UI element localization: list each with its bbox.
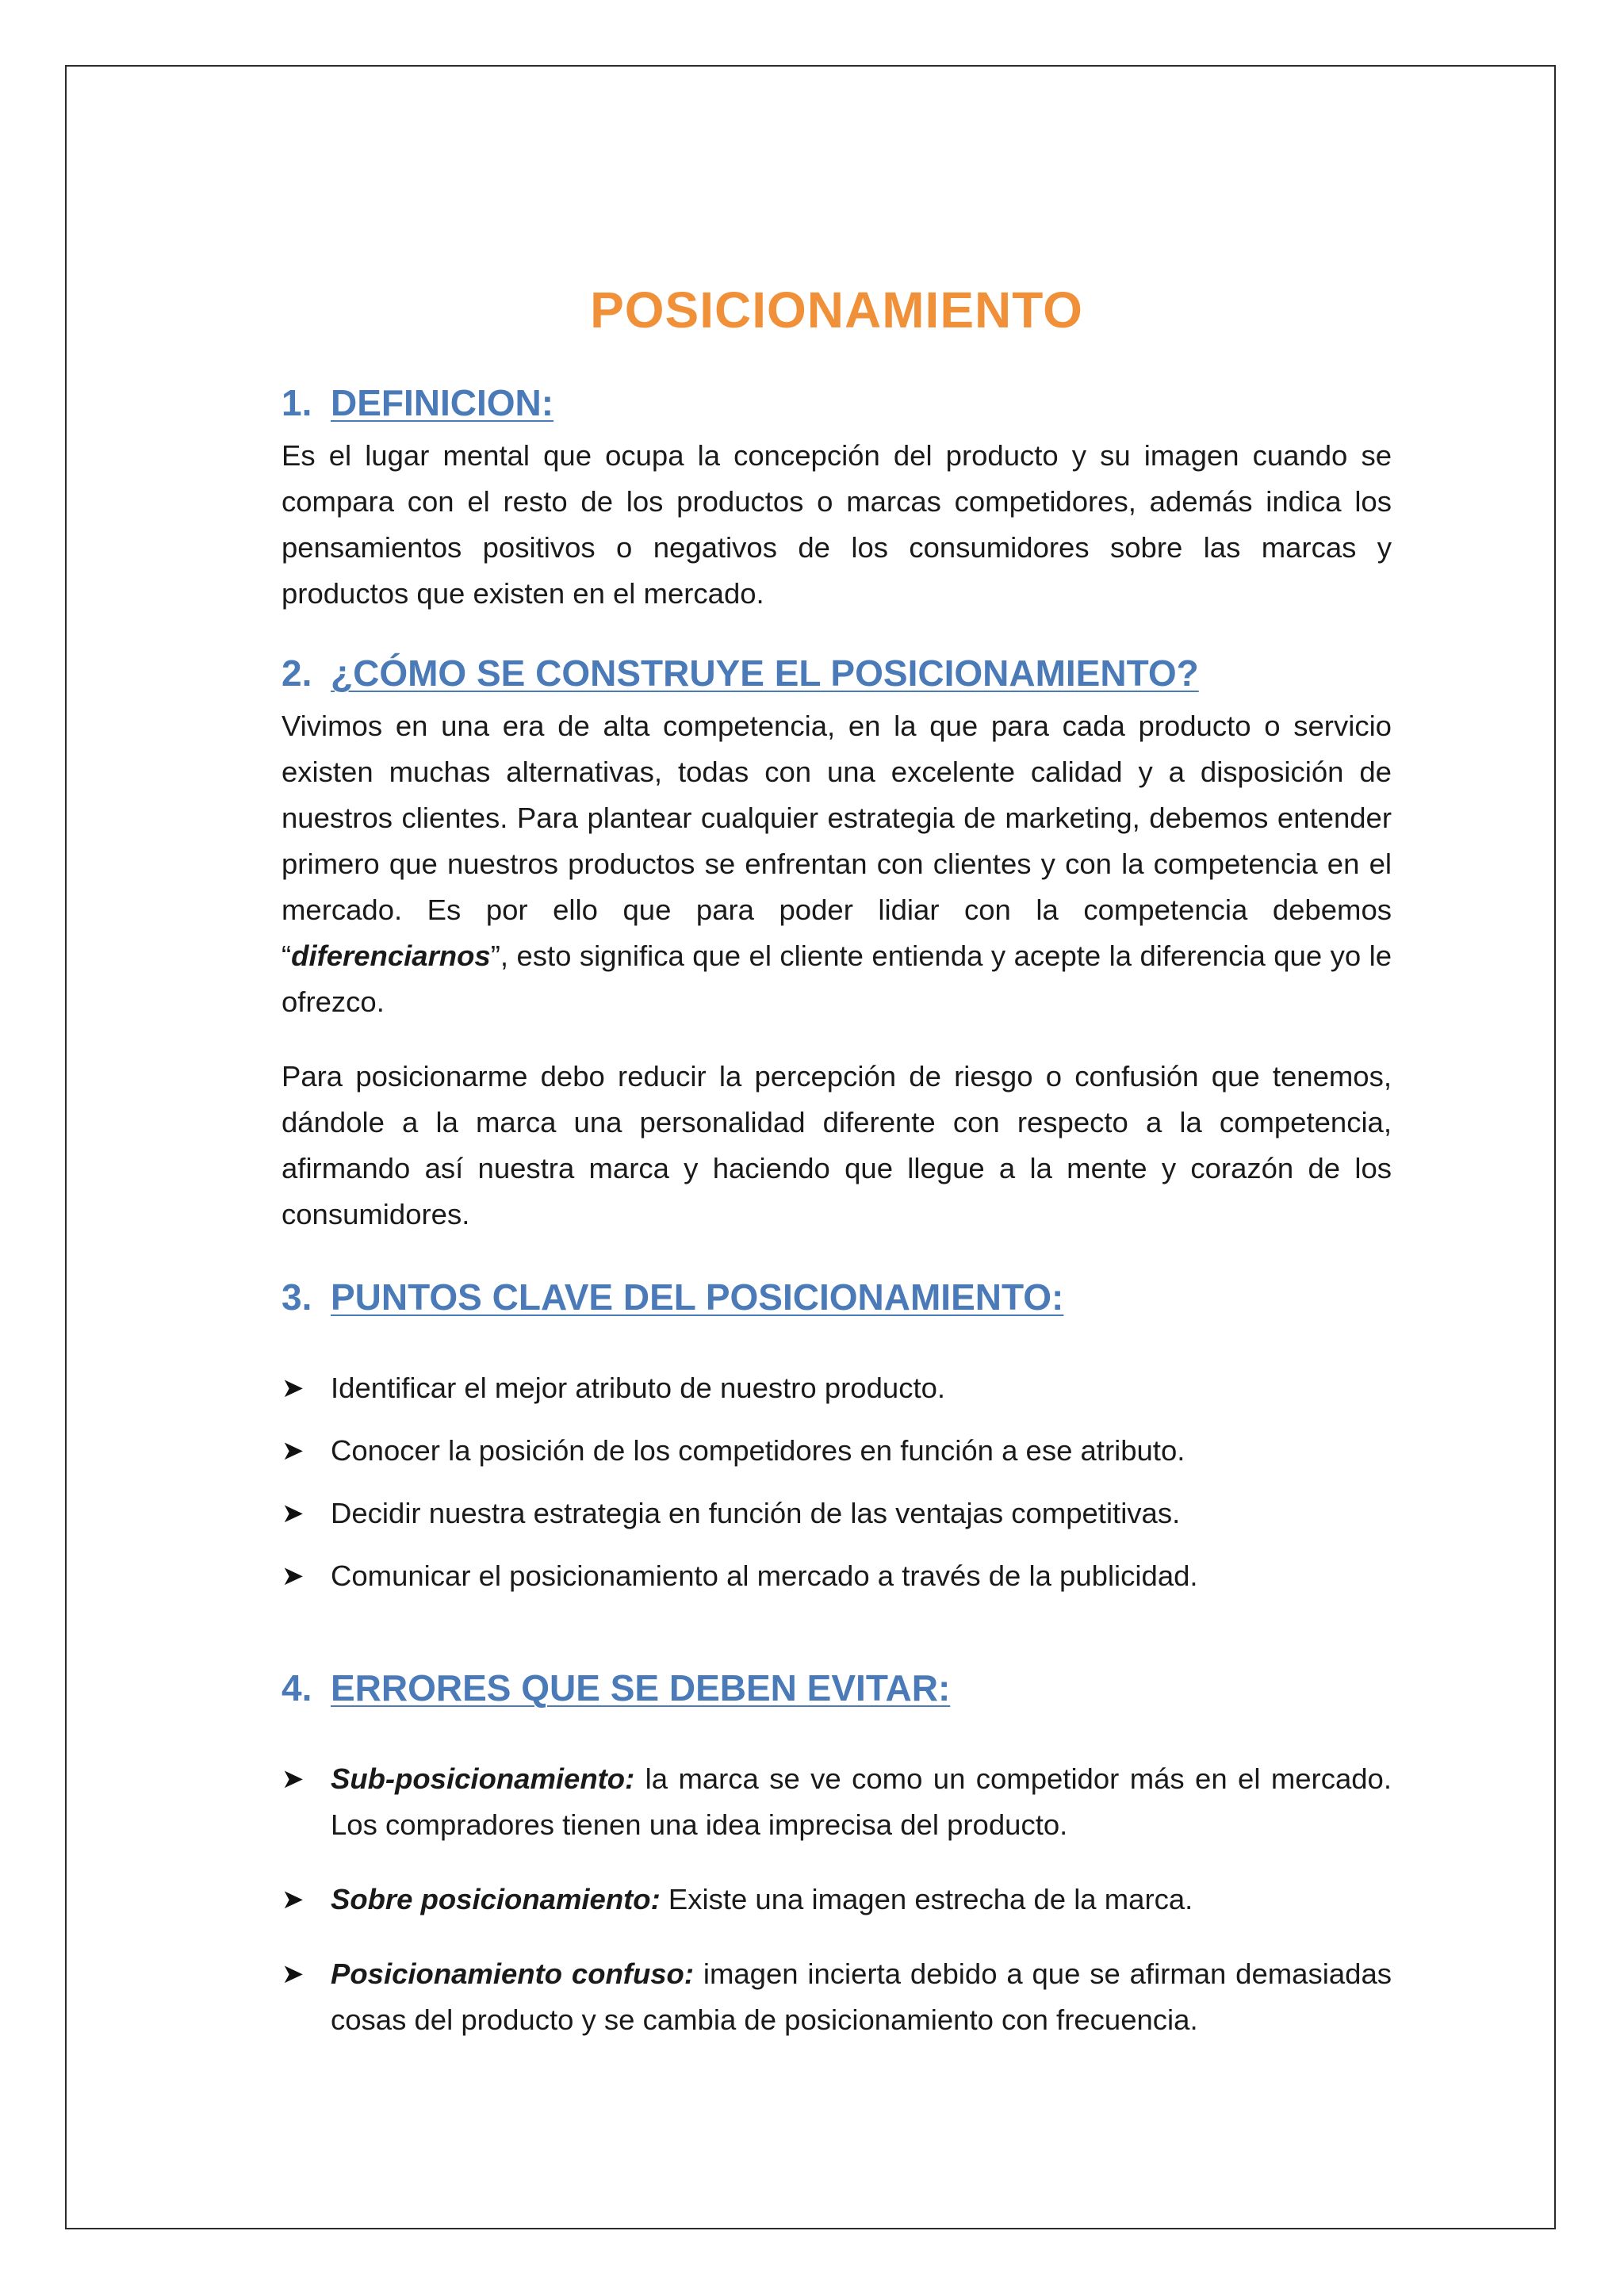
arrowhead-bullet-icon: ➤ xyxy=(282,1959,304,1990)
construction-paragraph xyxy=(282,703,1392,1025)
list-item xyxy=(282,1877,1392,1923)
section-heading-errores xyxy=(282,1667,1392,1710)
section-heading-definicion xyxy=(282,381,1392,425)
paragraph-text: ”, esto significa que el cliente entienda y acepte la diferencia que yo le ofrezco. xyxy=(282,939,1392,1018)
document-body xyxy=(282,281,1392,2072)
definition-paragraph: Es el lugar mental que ocupa la concepción del producto y su imagen cuando se compara con el resto de los productos o marcas competidores, además indica los pensamientos positivos o negativos de los consumidores sobre las marcas y productos que existen en el mercado. xyxy=(282,438,1392,610)
section-number: 3. xyxy=(282,1276,312,1318)
page-title: POSICIONAMIENTO xyxy=(590,281,1083,339)
positioning-paragraph: Para posicionarme debo reducir la percepción de riesgo o confusión que tenemos, dándole a la marca una personalidad diferente con respecto a la competencia, afirmando así nuestra marca y haciendo que llegue a la mente y corazón de los consumidores. xyxy=(282,1059,1392,1230)
list-item-text: Comunicar el posicionamiento al mercado a través de la publicidad. xyxy=(331,1559,1198,1593)
list-item xyxy=(282,1553,1392,1599)
list-item xyxy=(282,1756,1392,1848)
list-item-text: Identificar el mejor atributo de nuestro producto. xyxy=(331,1372,946,1405)
arrowhead-bullet-icon: ➤ xyxy=(282,1373,304,1404)
list-item-text: Conocer la posición de los competidores en función a ese atributo. xyxy=(331,1434,1185,1468)
list-item-text: imagen incierta debido a que se afirman demasiadas cosas del producto y se cambia de posicionamiento con frecuencia. xyxy=(331,1957,1392,2037)
list-item-text: la marca se ve como un competidor más en el mercado. Los compradores tienen una idea imprecisa del producto. xyxy=(331,1762,1392,1842)
errors-list xyxy=(282,1756,1392,2043)
list-item-text: Decidir nuestra estrategia en función de las ventajas competitivas. xyxy=(331,1497,1181,1530)
list-item xyxy=(282,1951,1392,2043)
list-item-text: Existe una imagen estrecha de la marca. xyxy=(660,1883,1193,1916)
arrowhead-bullet-icon: ➤ xyxy=(282,1436,304,1467)
section-number: 4. xyxy=(282,1667,312,1709)
section-heading-text: ¿CÓMO SE CONSTRUYE EL POSICIONAMIENTO? xyxy=(331,652,1199,694)
arrowhead-bullet-icon: ➤ xyxy=(282,1885,304,1915)
section-heading-puntos-clave xyxy=(282,1276,1392,1319)
list-item xyxy=(282,1490,1392,1536)
section-heading-text: ERRORES QUE SE DEBEN EVITAR: xyxy=(331,1667,951,1709)
arrowhead-bullet-icon: ➤ xyxy=(282,1561,304,1592)
paragraph-text: Vivimos en una era de alta competencia, en la que para cada producto o servicio existen muchas alternativas, todas con una excelente calidad y a disposición de nuestros clientes. Para plantear cualquier estrategia de marketing, debemos entender primero que nuestros productos se enfrentan con clientes y con la competencia en el mercado. Es por ello que para poder lidiar con la competencia debemos “ xyxy=(282,709,1392,972)
list-item-lead: Posicionamiento confuso: xyxy=(331,1957,694,1991)
arrowhead-bullet-icon: ➤ xyxy=(282,1498,304,1529)
arrowhead-bullet-icon: ➤ xyxy=(282,1764,304,1795)
list-item xyxy=(282,1428,1392,1474)
section-heading-text: DEFINICION: xyxy=(331,381,554,423)
list-item xyxy=(282,1365,1392,1411)
emphasis-text: diferenciarnos xyxy=(291,939,491,972)
list-item-lead: Sobre posicionamiento: xyxy=(331,1883,661,1916)
section-number: 2. xyxy=(282,652,312,694)
section-heading-text: PUNTOS CLAVE DEL POSICIONAMIENTO: xyxy=(331,1276,1064,1318)
section-number: 1. xyxy=(282,381,312,423)
section-heading-como-se-construye xyxy=(282,652,1392,695)
key-points-list xyxy=(282,1365,1392,1599)
list-item-lead: Sub-posicionamiento: xyxy=(331,1762,635,1796)
